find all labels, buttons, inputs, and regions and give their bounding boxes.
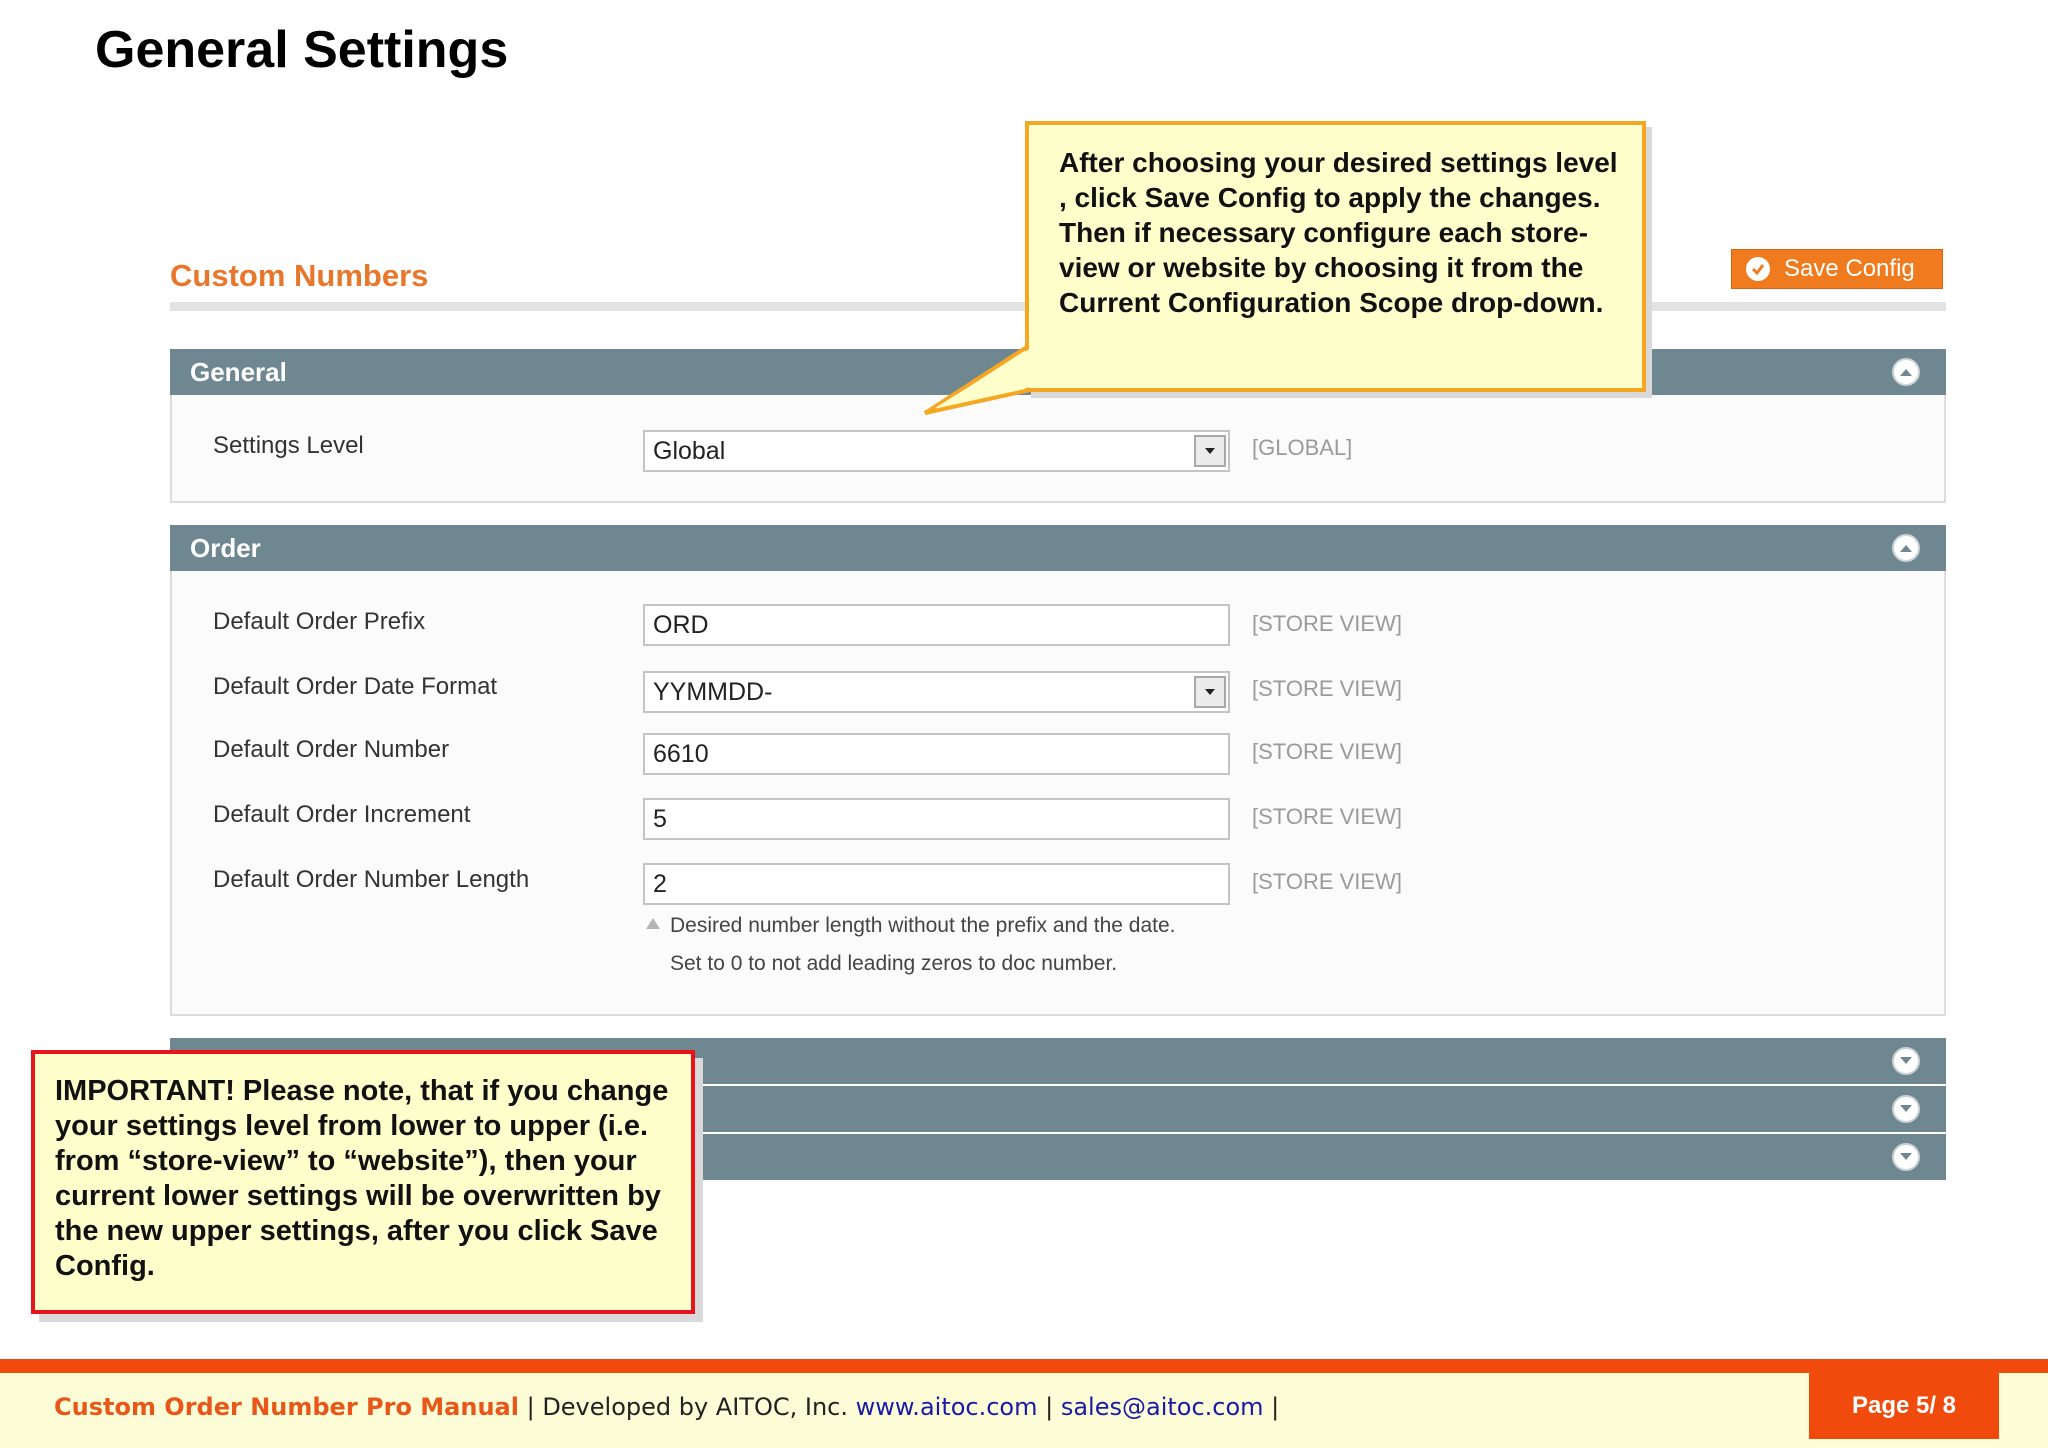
collapse-up-icon[interactable] xyxy=(1892,358,1920,386)
order-number-length-label: Default Order Number Length xyxy=(213,866,530,893)
order-prefix-value: ORD xyxy=(653,611,709,639)
general-header-label: General xyxy=(190,357,287,387)
order-prefix-scope: [STORE VIEW] xyxy=(1252,611,1402,636)
checkmark-icon xyxy=(1746,257,1770,281)
order-increment-label: Default Order Increment xyxy=(213,801,471,828)
expand-down-icon[interactable] xyxy=(1892,1047,1920,1075)
order-prefix-label: Default Order Prefix xyxy=(213,608,426,635)
settings-level-scope: [GLOBAL] xyxy=(1252,435,1353,460)
expand-down-icon[interactable] xyxy=(1892,1095,1920,1123)
section-title: Custom Numbers xyxy=(170,258,429,293)
chevron-down-icon[interactable] xyxy=(1194,435,1226,467)
footer-website-link[interactable]: www.aitoc.com xyxy=(855,1393,1038,1421)
footer-separator: | xyxy=(1037,1393,1061,1421)
order-number-input[interactable] xyxy=(643,733,1230,775)
order-increment-input[interactable] xyxy=(643,798,1230,840)
footer-email-link[interactable]: sales@aitoc.com xyxy=(1060,1393,1264,1421)
order-date-format-label: Default Order Date Format xyxy=(213,673,498,700)
footer-developer: | Developed by AITOC, Inc. xyxy=(518,1393,856,1421)
order-number-value: 6610 xyxy=(653,740,709,768)
save-config-button[interactable] xyxy=(1731,249,1943,289)
callout-text: After choosing your desired settings level , click Save Config to apply the changes. Then if necessary configure each store-view or website by choosing it from the Current Configuration Scope drop-down. xyxy=(1059,147,1618,318)
order-number-label: Default Order Number xyxy=(213,736,450,763)
footer-band xyxy=(0,1359,2048,1373)
order-increment-scope: [STORE VIEW] xyxy=(1252,804,1402,829)
order-date-format-value: YYMMDD- xyxy=(653,678,773,706)
important-text: IMPORTANT! Please note, that if you change your settings level from lower to upper (i.e. from “store-view” to “website”), then your current lower settings will be overwritten by the new upper settings, after you click Save Config. xyxy=(55,1075,669,1282)
order-date-format-scope: [STORE VIEW] xyxy=(1252,676,1402,701)
order-number-length-value: 2 xyxy=(653,870,667,898)
page-title: General Settings xyxy=(95,21,509,79)
note-arrow-icon xyxy=(646,918,660,929)
order-prefix-input[interactable] xyxy=(643,604,1230,646)
order-header-label: Order xyxy=(190,533,261,563)
expand-down-icon[interactable] xyxy=(1892,1143,1920,1171)
order-number-length-input[interactable] xyxy=(643,863,1230,905)
order-number-length-scope: [STORE VIEW] xyxy=(1252,869,1402,894)
save-config-label: Save Config xyxy=(1784,255,1915,282)
order-section-header[interactable] xyxy=(170,525,1946,571)
order-number-length-note-2: Set to 0 to not add leading zeros to doc number. xyxy=(670,952,1118,975)
settings-level-select[interactable] xyxy=(643,430,1230,472)
footer-manual-title: Custom Order Number Pro Manual xyxy=(54,1393,519,1421)
footer-end: | xyxy=(1263,1393,1280,1421)
collapse-up-icon[interactable] xyxy=(1892,534,1920,562)
important-note xyxy=(31,1050,695,1314)
order-number-scope: [STORE VIEW] xyxy=(1252,739,1402,764)
order-number-length-note-1: Desired number length without the prefix and the date. xyxy=(670,914,1176,937)
order-date-format-select[interactable] xyxy=(643,671,1230,713)
page-number-badge: Page 5/ 8 xyxy=(1809,1373,1999,1439)
settings-level-label: Settings Level xyxy=(213,432,364,459)
callout-tooltip xyxy=(1025,121,1646,392)
chevron-down-icon[interactable] xyxy=(1194,676,1226,708)
order-increment-value: 5 xyxy=(653,805,667,833)
footer-text xyxy=(54,1393,1279,1421)
settings-level-value: Global xyxy=(653,437,726,465)
